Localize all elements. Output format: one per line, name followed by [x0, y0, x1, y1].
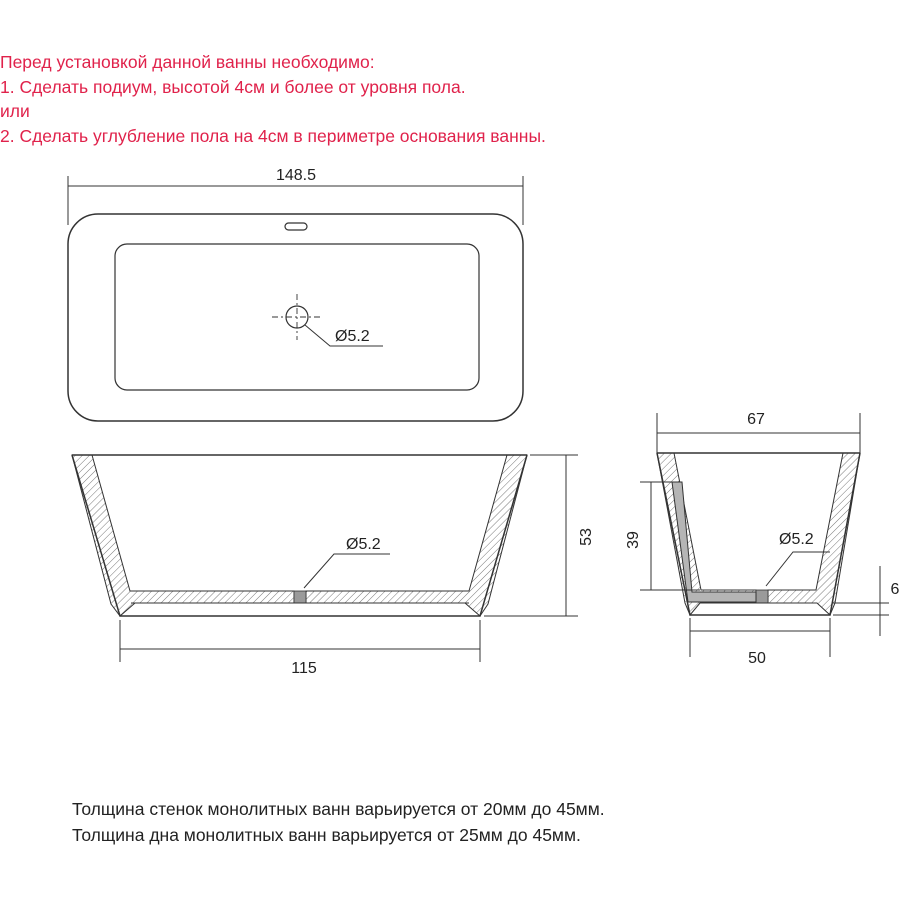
side-base-label: 115: [291, 660, 317, 677]
top-view: [68, 167, 523, 421]
end-left-wall: [657, 453, 756, 615]
top-drain-label: Ø5.2: [335, 328, 370, 345]
overflow-slot: [285, 223, 307, 230]
notice-line-2: 1. Сделать подиум, высотой 4см и более от уровня пола.: [0, 76, 466, 97]
notice-line-1: Перед установкой данной ванны необходимо:: [0, 52, 375, 72]
end-bottom-label: 6: [890, 581, 900, 598]
end-drain-label: Ø5.2: [779, 531, 814, 548]
side-drain-hole: [294, 591, 306, 603]
side-drain-label: Ø5.2: [346, 536, 381, 553]
top-length-label: 148.5: [275, 167, 317, 184]
end-inner-height-label: 39: [625, 531, 642, 549]
end-bottom-dimension: [833, 566, 889, 636]
end-drain-hole: [756, 590, 768, 603]
side-left-wall: [72, 455, 294, 616]
side-base-dimension: [120, 620, 480, 662]
bottom-thickness-note: Толщина дна монолитных ванн варьируется от 25мм до 45мм.: [72, 825, 581, 845]
side-height-label: 53: [578, 528, 595, 546]
wall-thickness-note: Толщина стенок монолитных ванн варьируется от 20мм до 45мм.: [72, 799, 605, 819]
end-width-label: 67: [747, 411, 765, 428]
notice-line-3: или: [0, 101, 30, 121]
notice-line-4: 2. Сделать углубление пола на 4см в периметре основания ванны.: [0, 125, 546, 146]
end-view: [625, 411, 900, 667]
thickness-notes: [72, 796, 605, 848]
side-view: [72, 455, 595, 677]
side-right-wall: [306, 455, 527, 616]
end-base-label: 50: [748, 650, 766, 667]
